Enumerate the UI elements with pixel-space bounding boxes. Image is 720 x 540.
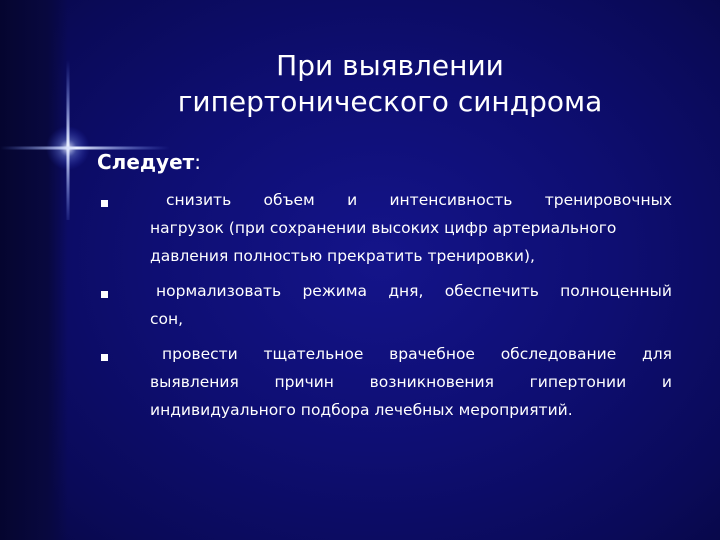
bullet-marker-1 [101, 200, 108, 207]
heading-colon: : [194, 150, 201, 174]
word: обследование [500, 345, 617, 363]
word: снизить [166, 191, 232, 209]
bullet-marker-3 [101, 354, 108, 361]
word: нормализовать [156, 282, 282, 300]
list-item-2-line-1 [150, 277, 672, 305]
word: дня, [388, 282, 424, 300]
list-item-2-line-2: сон, [150, 310, 184, 328]
word: и [347, 191, 358, 209]
list-item-3-line-3: индивидуального подбора лечебных мероприятий. [150, 401, 573, 419]
word: тренировочных [544, 191, 672, 209]
word: обеспечить [444, 282, 539, 300]
list-item-1 [150, 186, 672, 270]
list-item-2 [150, 277, 672, 333]
word: полноценный [560, 282, 672, 300]
word: возникновения [369, 373, 494, 391]
list-item-3-line-1 [150, 340, 672, 368]
word: для [642, 345, 672, 363]
word: режима [302, 282, 368, 300]
title-line-2: гипертонического синдрома [177, 85, 603, 118]
word: врачебное [389, 345, 475, 363]
word: интенсивность [389, 191, 513, 209]
list-item-1-line-2: нагрузок (при сохранении высоких цифр артериального [150, 219, 617, 237]
list-item-1-line-1 [150, 186, 672, 214]
list-item-1-line-3: давления полностью прекратить тренировки), [150, 247, 535, 265]
word: гипертонии [529, 373, 627, 391]
word: объем [263, 191, 315, 209]
word: тщательное [263, 345, 364, 363]
word: выявления [150, 373, 239, 391]
word: причин [274, 373, 334, 391]
list-item-3-line-2 [150, 368, 672, 396]
slide-title [120, 48, 660, 120]
heading-text: Следует [97, 150, 195, 174]
word: и [661, 373, 672, 391]
title-line-1: При выявлении [276, 49, 504, 82]
section-heading [97, 150, 201, 174]
bullet-marker-2 [101, 291, 108, 298]
word: провести [162, 345, 238, 363]
list-item-3 [150, 340, 672, 424]
